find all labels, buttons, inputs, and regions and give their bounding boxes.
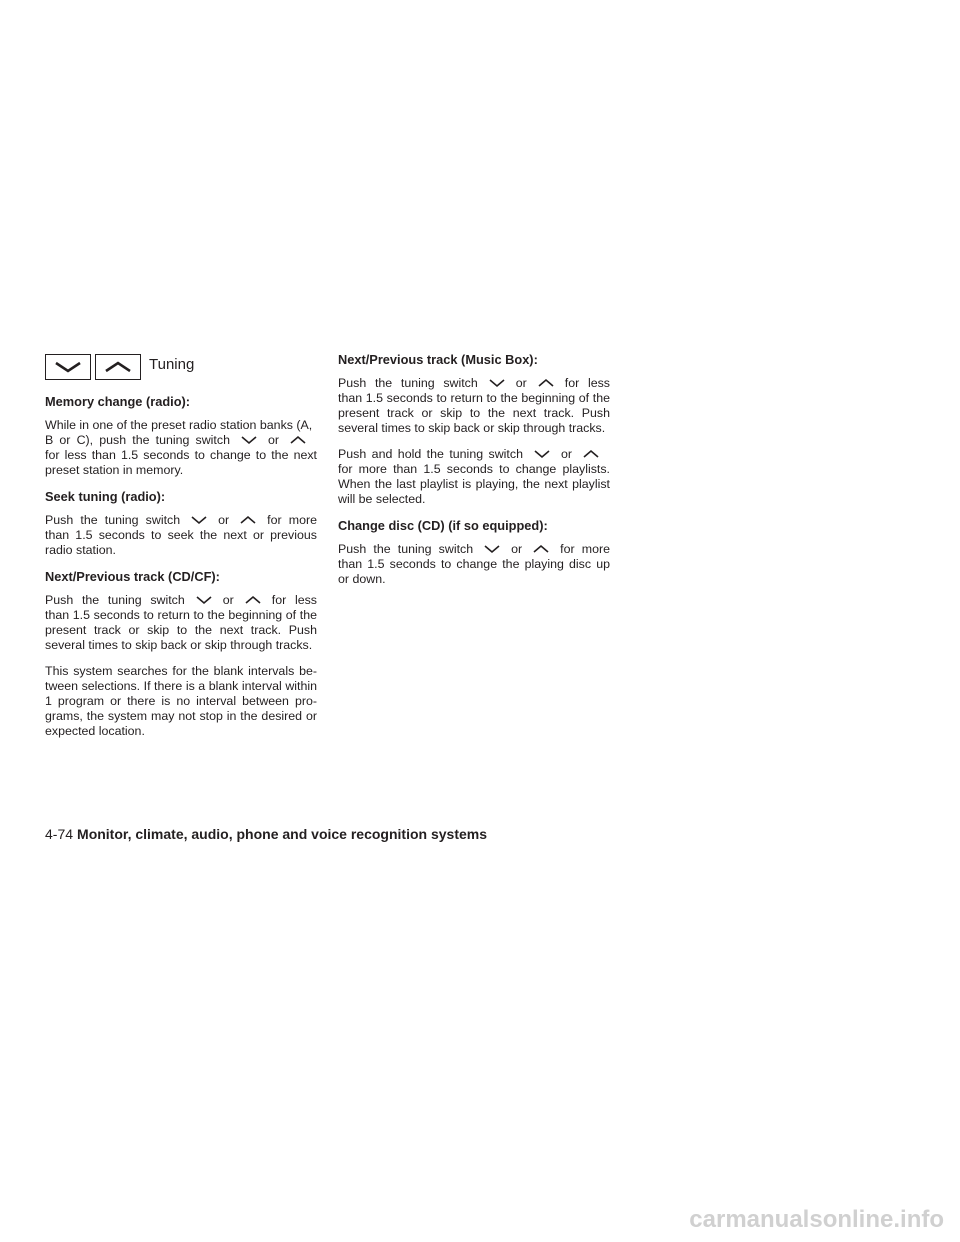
chevron-up-icon <box>537 378 555 388</box>
chevron-down-icon <box>195 595 213 605</box>
chevron-down-icon <box>190 515 208 525</box>
chevron-up-icon <box>244 595 262 605</box>
chevron-down-icon <box>488 378 506 388</box>
chevron-down-icon <box>533 449 551 459</box>
memory-change-text: While in one of the preset radio station banks (A, B or C), push the tuning switch or for less than 1.5 seconds to change to the next preset station in memory. <box>45 418 317 477</box>
next-track-cd-heading: Next/Previous track (CD/CF): <box>45 569 220 584</box>
change-playlist-text: Push and hold the tuning switch or for more than 1.5 seconds to change playlists. When the last playlist is playing, the next playlist will be selected. <box>338 447 610 506</box>
right-column <box>338 352 610 598</box>
chevron-up-icon <box>239 515 257 525</box>
chevron-down-icon <box>53 360 83 374</box>
tuning-up-button-graphic <box>95 354 141 380</box>
next-track-music-box-text: Push the tuning switch or for less than 1.5 seconds to return to the beginning of the present track or skip to the next track. Push several times to skip back or skip through tracks. <box>338 376 610 435</box>
chevron-up-icon <box>582 449 600 459</box>
seek-tuning-text: Push the tuning switch or for more than 1.5 seconds to seek the next or previous radio station. <box>45 513 317 557</box>
chevron-down-icon <box>240 435 258 445</box>
chevron-up-icon <box>532 544 550 554</box>
memory-change-heading: Memory change (radio): <box>45 394 191 409</box>
watermark: carmanualsonline.info <box>689 1206 944 1233</box>
left-column <box>45 352 317 750</box>
page-footer <box>45 826 487 842</box>
tuning-title: Tuning <box>149 355 195 373</box>
page-number: 4-74 <box>45 826 74 842</box>
blank-interval-text: This system searches for the blank intervals be-tween selections. If there is a blank interval within 1 program or there is no interval between pro-grams, the system may not stop in the desired or expected location. <box>45 664 317 738</box>
section-title: Monitor, climate, audio, phone and voice recognition systems <box>77 826 487 842</box>
next-track-music-box-heading: Next/Previous track (Music Box): <box>338 352 538 367</box>
seek-tuning-heading: Seek tuning (radio): <box>45 489 166 504</box>
chevron-up-icon <box>103 360 133 374</box>
chevron-up-icon <box>289 435 307 445</box>
change-disc-heading: Change disc (CD) (if so equipped): <box>338 518 548 533</box>
chevron-down-icon <box>483 544 501 554</box>
tuning-heading <box>45 352 317 382</box>
next-track-cd-text: Push the tuning switch or for less than 1.5 seconds to return to the beginning of the present track or skip to the next track. Push several times to skip back or skip through tracks. <box>45 593 317 652</box>
tuning-down-button-graphic <box>45 354 91 380</box>
change-disc-text: Push the tuning switch or for more than 1.5 seconds to change the playing disc up or down. <box>338 542 610 586</box>
